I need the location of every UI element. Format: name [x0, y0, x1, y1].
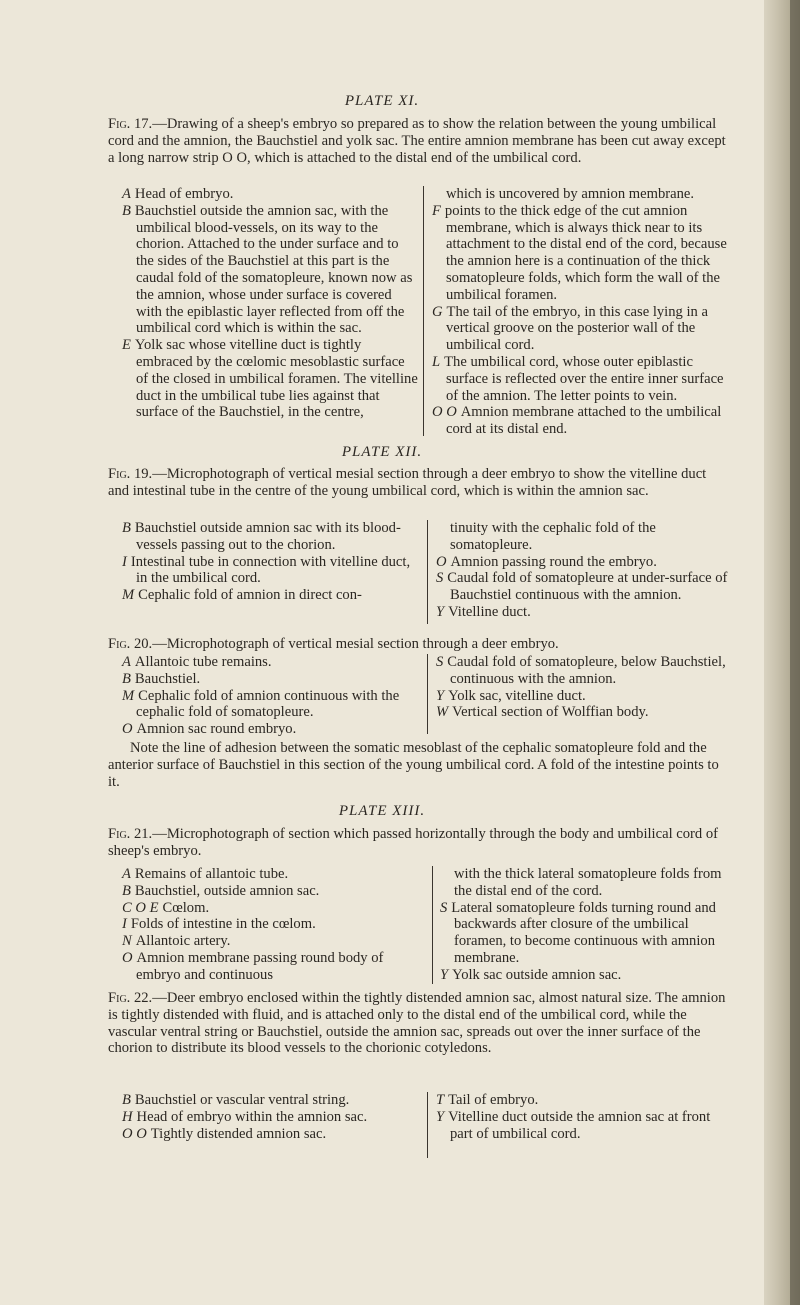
fig-22-text: —Deer embryo enclosed within the tightly distended amnion sac, almost natural size. The amnion is tightly distended with fluid, and is attached only to the distal end of the umbilical cord, while the vascular ventral string or Bauchstiel, outside the amnion sac, spreads out over the inner surface of the chorion to distribute its blood vessels to the chorionic cotyledons. [108, 990, 726, 1057]
fig-20-label: Fig. 20. [108, 636, 153, 652]
legend-key: H [122, 1108, 133, 1125]
legend-key: B [122, 520, 131, 536]
legend-key: B [122, 202, 131, 219]
legend-entry [436, 554, 728, 571]
legend-text: Tail of embryo. [448, 1092, 539, 1108]
fig-22-legend-left [122, 1092, 422, 1142]
legend-entry [122, 688, 418, 722]
legend-entry [122, 933, 422, 950]
legend-key: A [122, 654, 131, 670]
legend-text: with the thick lateral somatopleure folds from the distal end of the cord. [454, 866, 722, 899]
legend-entry [122, 203, 418, 337]
legend-text: Head of embryo. [134, 186, 234, 202]
legend-entry [436, 1109, 728, 1143]
legend-text: tinuity with the cephalic fold of the somatopleure. [450, 520, 656, 553]
legend-entry [122, 671, 418, 688]
legend-key: O O [432, 404, 457, 421]
plate-xii-title: PLATE XII. [341, 444, 423, 460]
legend-text: Vitelline duct outside the amnion sac at front part of umbilical cord. [448, 1108, 711, 1142]
legend-key: S [440, 899, 448, 916]
legend-key: A [122, 186, 131, 202]
plate-xi-legend-right [432, 186, 728, 438]
fig-21-legend-left [122, 866, 422, 984]
legend-key: Y [436, 1108, 445, 1125]
fig-20-legend-right [436, 654, 728, 721]
column-divider [427, 1092, 428, 1158]
legend-key: B [122, 882, 131, 899]
fig-17-label: Fig. 17. [108, 116, 153, 132]
legend-text: Amnion membrane passing round body of embryo and continuous [136, 949, 384, 983]
legend-text: Bauchstiel. [134, 670, 201, 687]
fig-22-legend-right [436, 1092, 728, 1142]
fig-19-caption [108, 466, 728, 500]
legend-entry [122, 721, 418, 738]
legend-text: Vertical section of Wolffian body. [452, 704, 649, 721]
legend-key: M [122, 587, 135, 604]
legend-entry [122, 337, 418, 421]
legend-entry [440, 967, 728, 984]
legend-text: Amnion sac round embryo. [136, 721, 297, 738]
legend-text: which is uncovered by amnion membrane. [446, 186, 695, 202]
legend-text: Amnion passing round the embryo. [450, 553, 657, 570]
fig-20-note: Note the line of adhesion between the somatic mesoblast of the cephalic somatopleure fold and the anterior surface of Bauchstiel in this section of the young umbilical cord. A fold of the intestine points to it. [108, 740, 719, 790]
fig-22-label: Fig. 22. [108, 990, 153, 1006]
legend-text: Yolk sac whose vitelline duct is tightly embraced by the cœlomic mesoblastic surface of the closed in umbilical foramen. The vitelline duct in the umbilical tube lies against that surface of the Bauchstiel, in the centre, [134, 337, 418, 421]
legend-entry [432, 203, 728, 304]
legend-key: A [122, 866, 131, 882]
fig-21-label: Fig. 21. [108, 826, 153, 842]
legend-key: C O E [122, 899, 159, 916]
fig-21-caption [108, 826, 728, 860]
column-divider [432, 866, 433, 984]
legend-entry [122, 587, 422, 604]
legend-text: Yolk sac, vitelline duct. [448, 687, 586, 704]
legend-text: The tail of the embryo, in this case lying in a vertical groove on the posterior wall of the umbilical cord. [446, 303, 708, 354]
legend-entry [122, 900, 422, 917]
legend-text: Caudal fold of somatopleure, below Bauchstiel, continuous with the amnion. [447, 654, 726, 687]
legend-key: F [432, 202, 441, 219]
legend-text: Remains of allantoic tube. [134, 866, 289, 882]
legend-entry [432, 304, 728, 354]
legend-entry [436, 570, 728, 604]
plate-xi-title: PLATE XI. [344, 93, 420, 109]
legend-entry [122, 654, 418, 671]
legend-text: Intestinal tube in connection with vitelline duct, in the umbilical cord. [130, 553, 411, 587]
legend-key: B [122, 1092, 131, 1108]
fig-20-legend-left [122, 654, 418, 738]
plate-xiii-title: PLATE XIII. [338, 803, 426, 819]
legend-entry [122, 520, 422, 554]
legend-key: E [122, 337, 131, 354]
legend-text: Head of embryo within the amnion sac. [136, 1108, 368, 1125]
fig-19-legend-left [122, 520, 422, 604]
legend-text: Bauchstiel or vascular ventral string. [134, 1092, 350, 1108]
legend-entry [440, 900, 728, 967]
legend-key: Y [440, 966, 449, 983]
legend-text: Cœlom. [162, 899, 210, 916]
legend-text: Caudal fold of somatopleure at under-surface of Bauchstiel continuous with the amnion. [447, 570, 728, 604]
legend-entry [436, 704, 728, 721]
column-divider [423, 186, 424, 436]
legend-key: B [122, 670, 131, 687]
column-divider [427, 520, 428, 624]
legend-key: S [436, 654, 444, 670]
legend-key: I [122, 916, 127, 933]
fig-20-text: —Microphotograph of vertical mesial section through a deer embryo. [152, 636, 559, 652]
legend-text: Folds of intestine in the cœlom. [130, 916, 316, 933]
legend-entry [122, 866, 422, 883]
legend-entry [432, 354, 728, 404]
page-shadow [790, 0, 800, 1305]
legend-key: S [436, 570, 444, 587]
legend-key: Y [436, 687, 445, 704]
legend-key: O [436, 553, 447, 570]
legend-key: M [122, 687, 135, 704]
fig-21-text: —Microphotograph of section which passed horizontally through the body and umbilical cord of sheep's embryo. [108, 826, 719, 859]
legend-entry [436, 654, 728, 688]
legend-text: Tightly distended amnion sac. [150, 1125, 327, 1142]
legend-text: Bauchstiel outside the amnion sac, with the umbilical blood-vessels, on its way to the chorion. Attached to the under surface and to the sides of the Bauchstiel at this part is the caudal fold of the somatopleure, known now as the amnion, whose under surface is covered with the epiblastic layer reflected from off the umbilical cord which is within the sac. [134, 202, 413, 337]
legend-text: Yolk sac outside amnion sac. [452, 966, 622, 983]
fig-19-label: Fig. 19. [108, 466, 153, 482]
legend-key: N [122, 933, 132, 950]
legend-entry [432, 404, 728, 438]
legend-entry [436, 520, 728, 554]
legend-entry [122, 1126, 422, 1143]
legend-entry [122, 883, 422, 900]
legend-entry [440, 866, 728, 900]
plate-xi-legend-left [122, 186, 418, 421]
fig-17-caption [108, 116, 728, 166]
legend-text: Lateral somatopleure folds turning round and backwards after closure of the umbilical foramen, to become continuous with amnion membrane. [451, 899, 716, 966]
legend-key: G [432, 303, 443, 320]
legend-key: W [436, 704, 449, 721]
fig-19-legend-right [436, 520, 728, 621]
legend-text: points to the thick edge of the cut amnion membrane, which is always thick near to its attachment to the distal end of the cord, because the amnion here is a continuation of the thick somatopleure folds, which form the wall of the umbilical foramen. [444, 202, 727, 303]
legend-key: T [436, 1092, 445, 1108]
legend-text: Cephalic fold of amnion in direct con- [138, 587, 362, 604]
legend-key: L [432, 353, 441, 370]
legend-text: Amnion membrane attached to the umbilical cord at its distal end. [446, 404, 722, 438]
fig-19-text: —Microphotograph of vertical mesial section through a deer embryo to show the vitelline duct and intestinal tube in the centre of the young umbilical cord, which is within the amnion sac. [108, 466, 707, 499]
legend-key: Y [436, 603, 445, 620]
legend-entry [436, 1092, 728, 1109]
legend-text: Allantoic artery. [135, 933, 231, 950]
legend-key: O [122, 721, 133, 738]
fig-21-legend-right [440, 866, 728, 984]
legend-entry [122, 1109, 422, 1126]
legend-entry [436, 688, 728, 705]
legend-entry [122, 1092, 422, 1109]
legend-text: Cephalic fold of amnion continuous with the cephalic fold of somatopleure. [136, 687, 400, 721]
legend-entry [122, 916, 422, 933]
legend-entry [436, 604, 728, 621]
legend-entry [122, 554, 422, 588]
legend-key: O [122, 949, 133, 966]
legend-entry [122, 186, 418, 203]
legend-text: Bauchstiel, outside amnion sac. [134, 882, 320, 899]
fig-20-caption [108, 636, 728, 653]
legend-text: Bauchstiel outside amnion sac with its blood-vessels passing out to the chorion. [134, 520, 401, 553]
legend-text: The umbilical cord, whose outer epiblastic surface is reflected over the entire inner surface of the amnion. The letter points to vein. [444, 353, 724, 404]
fig-22-caption [108, 990, 728, 1057]
legend-text: Allantoic tube remains. [134, 654, 272, 670]
legend-key: I [122, 553, 127, 570]
legend-key: O O [122, 1125, 147, 1142]
fig-17-text: —Drawing of a sheep's embryo so prepared as to show the relation between the young umbilical cord and the amnion, the Bauchstiel and yolk sac. The entire amnion membrane has been cut away except a long narrow strip O O, which is attached to the distal end of the umbilical cord. [108, 116, 726, 166]
legend-text: Vitelline duct. [448, 603, 531, 620]
column-divider [427, 654, 428, 734]
legend-entry [432, 186, 728, 203]
legend-entry [122, 950, 422, 984]
